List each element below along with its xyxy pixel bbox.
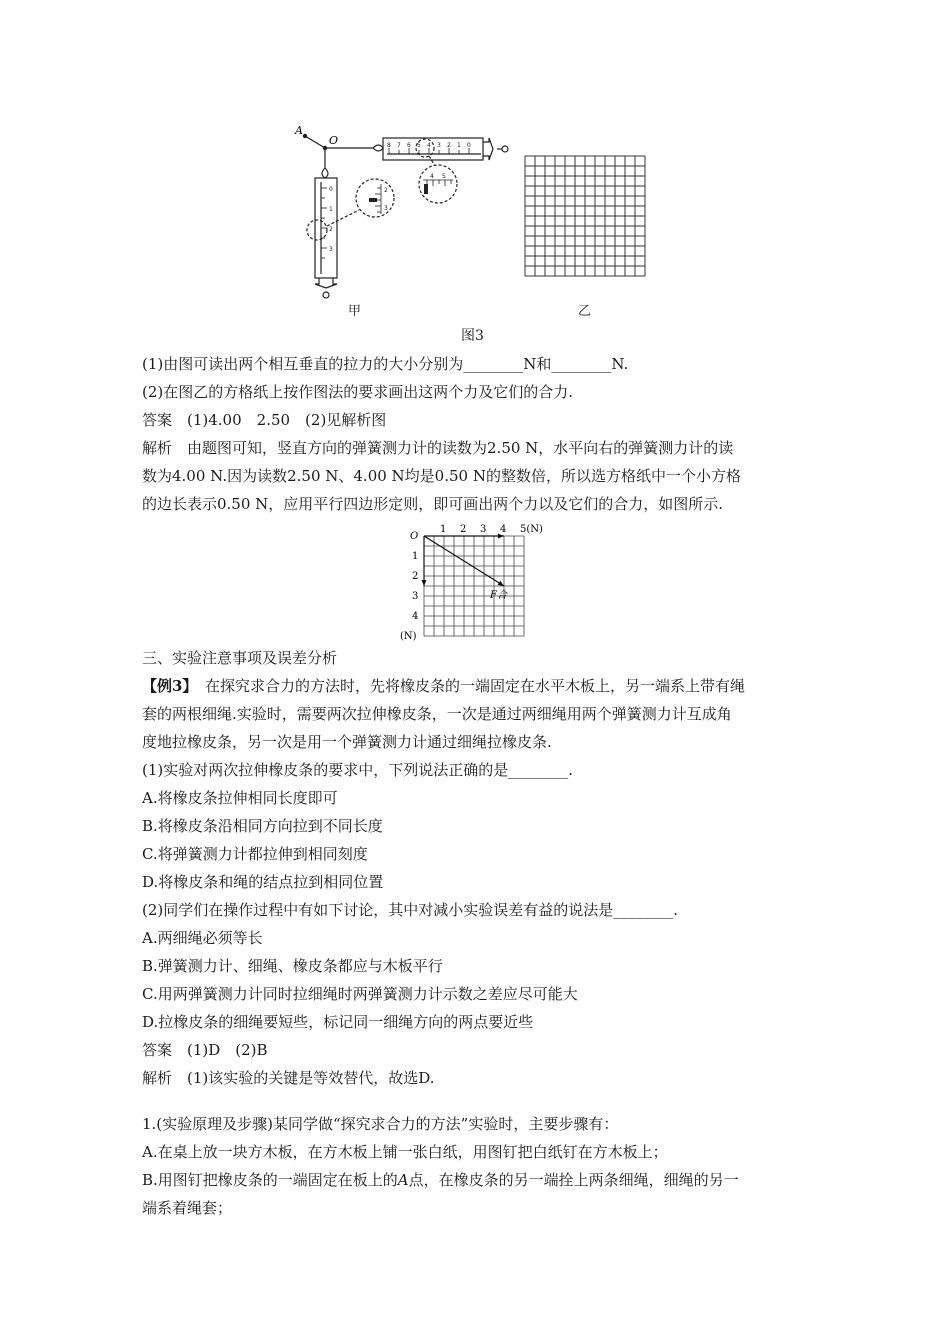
v-scale-label: 1 <box>329 206 333 213</box>
force-diagram <box>396 522 543 642</box>
analysis-1-line-1: 解析 由题图可知，竖直方向的弹簧测力计的读数为2.50 N，水平向右的弹簧测力计的读 <box>142 439 734 457</box>
option-2c: C.用两弹簧测力计同时拉细绳时两弹簧测力计示数之差应尽可能大 <box>142 985 578 1003</box>
example-3-answer: 答案 (1)D (2)B <box>142 1041 268 1059</box>
h-scale-label: 8 <box>387 142 391 149</box>
example-3-analysis: 解析 (1)该实验的关键是等效替代，故选D. <box>142 1069 435 1087</box>
analysis-1-line-3: 的边长表示0.50 N，应用平行四边形定则，即可画出两个力以及它们的合力，如图所示. <box>142 495 724 513</box>
analysis-1-line-2: 数为4.00 N.因为读数2.50 N、4.00 N均是0.50 N的整数倍，所以选方格纸中一个小方格 <box>142 467 741 485</box>
example-3-line-3: 度地拉橡皮条，另一次是用一个弹簧测力计通过细绳拉橡皮条. <box>142 733 552 751</box>
v-zoom-label: 2 <box>384 187 388 194</box>
v-scale-label: 0 <box>329 186 333 193</box>
h-scale-label: 2 <box>447 142 451 149</box>
x-tick-label: 3 <box>480 524 487 535</box>
point-o-label: O <box>329 134 339 147</box>
h-balance-right-cap <box>483 138 493 160</box>
y-tick-label: 1 <box>412 551 419 562</box>
v-scale-label: 2 <box>329 226 333 233</box>
x-tick-label: 1 <box>440 524 447 535</box>
h-balance-left-hook <box>373 145 383 151</box>
question-1: (1)由图可读出两个相互垂直的拉力的大小分别为________N和________N. <box>142 355 629 373</box>
h-zoom-label: 5 <box>442 173 446 180</box>
y-tick-label: (N) <box>400 631 417 642</box>
h-zoom-label: 4 <box>430 173 434 180</box>
option-2a: A.两细绳必须等长 <box>142 929 263 947</box>
figure-jia-label: 甲 <box>348 304 362 319</box>
example-3-text: 在探究求合力的方法时，先将橡皮条的一端固定在水平木板上，另一端系上带有绳 <box>189 677 745 695</box>
h-scale-label: 1 <box>457 142 461 149</box>
x-tick-label: 4 <box>500 524 507 535</box>
step-b-text-1: B.用图钉把橡皮条的一端固定在板上的 <box>142 1171 398 1189</box>
h-scale-label: 5 <box>417 142 421 149</box>
h-scale-label: 6 <box>407 142 411 149</box>
step-b-text-2: 点，在橡皮条的另一端拴上两条细绳，细绳的另一 <box>408 1171 739 1189</box>
example-3-line-1 <box>142 676 745 696</box>
problem-1-step-b <box>142 1170 739 1190</box>
h-scale-label: 4 <box>427 142 431 149</box>
v-small-zoom <box>307 220 327 240</box>
y-tick-label: 2 <box>412 571 419 582</box>
option-1d: D.将橡皮条和绳的结点拉到相同位置 <box>142 873 384 891</box>
point-a-ref: A <box>397 1171 409 1189</box>
v-scale-label: 3 <box>329 246 333 253</box>
example-3-question-1: (1)实验对两次拉伸橡皮条的要求中，下列说法正确的是________. <box>142 761 574 779</box>
v-balance-top-hook <box>322 168 328 178</box>
example-3-line-2: 套的两根细绳.实验时，需要两次拉伸橡皮条，一次是通过两细绳用两个弹簧测力计互成角 <box>142 705 732 723</box>
y-tick-label: 3 <box>412 591 419 602</box>
h-zoom-pointer <box>424 184 428 194</box>
x-tick-label: 5(N) <box>520 524 543 535</box>
option-2d: D.拉橡皮条的细绳要短些，标记同一细绳方向的两点要近些 <box>142 1013 534 1031</box>
option-1c: C.将弹簧测力计都拉伸到相同刻度 <box>142 845 368 863</box>
problem-1-intro: 1.(实验原理及步骤)某同学做“探究求合力的方法”实验时，主要步骤有： <box>142 1115 619 1133</box>
example-3-question-2: (2)同学们在操作过程中有如下讨论，其中对减小实验误差有益的说法是________. <box>142 901 679 919</box>
option-1b: B.将橡皮条沿相同方向拉到不同长度 <box>142 817 383 835</box>
figure-yi-label: 乙 <box>578 304 592 319</box>
problem-1-step-a: A.在桌上放一块方木板，在方木板上铺一张白纸，用图钉把白纸钉在方木板上； <box>142 1143 668 1161</box>
point-a-label: A <box>295 124 303 137</box>
h-scale-label: 0 <box>467 142 471 149</box>
figure-yi-grid <box>523 154 647 278</box>
example-3-label: 【例3】 <box>142 677 190 695</box>
string-a <box>305 136 325 148</box>
x-tick-label: 2 <box>460 524 467 535</box>
v-balance-bottom-cap <box>315 278 337 288</box>
question-2: (2)在图乙的方格纸上按作图法的要求画出这两个力及它们的合力. <box>142 383 574 401</box>
v-zoom-label: 3 <box>384 205 388 212</box>
option-2b: B.弹簧测力计、细绳、橡皮条都应与木板平行 <box>142 957 443 975</box>
h-scale-label: 7 <box>397 142 401 149</box>
figure-caption: 图3 <box>461 328 484 344</box>
problem-1-step-b-cont: 端系着绳套； <box>142 1199 233 1217</box>
resultant-arrow-head <box>498 581 504 586</box>
force-y-arrow-head <box>422 580 427 586</box>
y-tick-label: 4 <box>412 611 419 622</box>
resultant-label: F合 <box>490 590 507 601</box>
option-1a: A.将橡皮条拉伸相同长度即可 <box>142 789 338 807</box>
origin-label: O <box>410 531 419 542</box>
answer-1: 答案 (1)4.00 2.50 (2)见解析图 <box>142 411 387 429</box>
figure-jia <box>285 118 515 303</box>
h-scale-label: 3 <box>437 142 441 149</box>
v-zoom-pointer <box>369 198 377 202</box>
section-3-title: 三、实验注意事项及误差分析 <box>142 649 338 667</box>
